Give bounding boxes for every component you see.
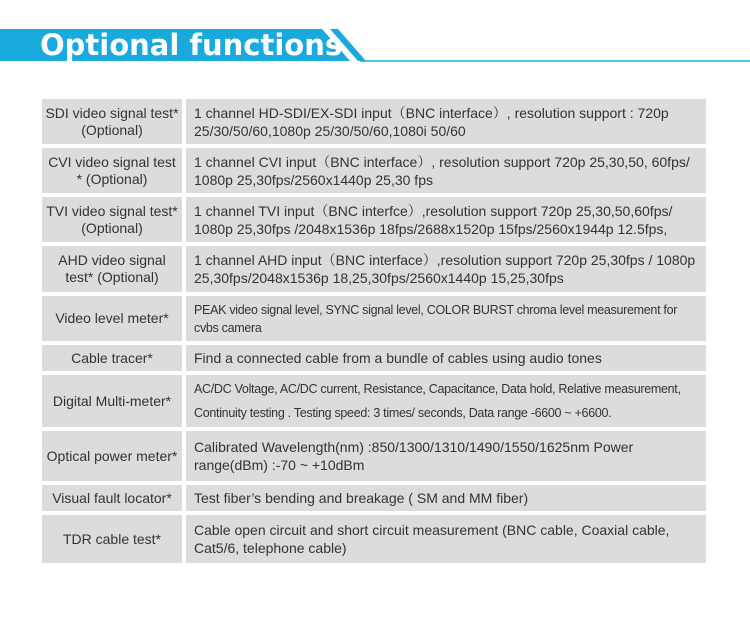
row-description — [186, 296, 706, 341]
description-text: 1 channel TVI input（BNC interfce）,resolution support 720p 25,30,50,60fps/ 1080p 25,30fps /2048x1536p 18fps/2688x1520p 15fps/2560x1944p 12.5fps, — [194, 202, 673, 237]
table-row — [42, 246, 706, 292]
spec-table — [42, 99, 706, 567]
description-text: 1 channel HD-SDI/EX-SDI input（BNC interface）, resolution support : 720p 25/30/50/60,1080p 25/30/50/60,1080i 50/60 — [194, 104, 669, 139]
table-row — [42, 296, 706, 341]
table-row — [42, 431, 706, 481]
description-text: Test fiber’s bending and breakage ( SM and MM fiber) — [194, 490, 529, 506]
table-row — [42, 485, 706, 511]
row-label: TDR cable test* — [42, 515, 182, 563]
table-row — [42, 197, 706, 242]
row-description — [186, 515, 706, 563]
row-label: TVI video signal test* (Optional) — [42, 197, 182, 242]
description-text: AC/DC Voltage, AC/DC current, Resistance, Capacitance, Data hold, Relative measurement, Continuity testing . Testing speed: 3 times/ seconds, Data range -6600 ~ +6600. — [194, 382, 681, 420]
row-label: SDI video signal test* (Optional) — [42, 99, 182, 144]
row-label: Cable tracer* — [42, 345, 182, 371]
row-description — [186, 99, 706, 144]
section-banner — [0, 0, 750, 80]
description-text: 1 channel CVI input（BNC interface）, resolution support 720p 25,30,50, 60fps/ 1080p 25,30fps/2560x1440p 25,30 fps — [194, 153, 690, 188]
row-description — [186, 375, 706, 427]
row-label: Digital Multi-meter* — [42, 375, 182, 427]
description-text: Find a connected cable from a bundle of cables using audio tones — [194, 350, 602, 366]
row-description — [186, 246, 706, 292]
table-row — [42, 148, 706, 193]
description-text: PEAK video signal level, SYNC signal level, COLOR BURST chroma level measurement for cvbs camera — [194, 302, 678, 335]
description-text: Cable open circuit and short circuit measurement (BNC cable, Coaxial cable, Cat5/6, telephone cable) — [194, 522, 670, 556]
row-description — [186, 485, 706, 511]
table-row — [42, 515, 706, 563]
row-description — [186, 431, 706, 481]
section-title: Optional functions — [40, 28, 343, 62]
description-text: Calibrated Wavelength(nm) :850/1300/1310/1490/1550/1625nm Power range(dBm) :-70 ~ +10dBm — [194, 439, 634, 473]
table-row — [42, 99, 706, 144]
table-row — [42, 375, 706, 427]
table-row — [42, 345, 706, 371]
row-label: CVI video signal test * (Optional) — [42, 148, 182, 193]
description-text: 1 channel AHD input（BNC interface）,resolution support 720p 25,30fps / 1080p 25,30fps/2048x1536p 18,25,30fps/2560x1440p 15,25,30fps — [194, 252, 696, 286]
row-description — [186, 345, 706, 371]
row-label: Visual fault locator* — [42, 485, 182, 511]
row-description — [186, 197, 706, 242]
row-description — [186, 148, 706, 193]
row-label: Video level meter* — [42, 296, 182, 341]
row-label: AHD video signal test* (Optional) — [42, 246, 182, 292]
row-label: Optical power meter* — [42, 431, 182, 481]
